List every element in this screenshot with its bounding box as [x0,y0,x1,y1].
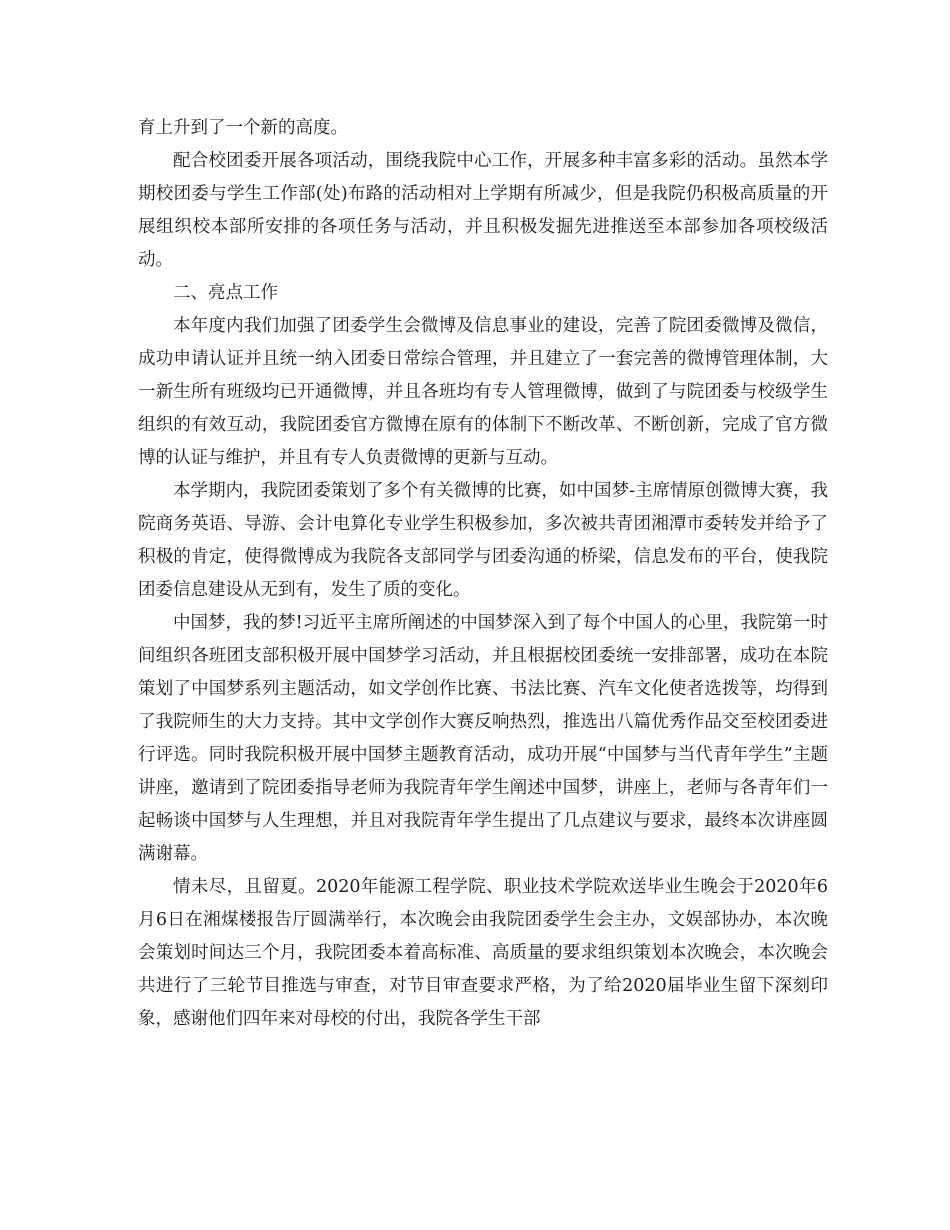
document-body [138,112,828,1036]
paragraph-graduation-party: 情未尽，且留夏。2020年能源工程学院、职业技术学院欢送毕业生晚会于2020年6月6日在湘煤楼报告厅圆满举行，本次晚会由我院团委学生会主办，文娱部协办，本次晚会策划时间达三个月，我院团委本着高标准、高质量的要求组织策划本次晚会，本次晚会共进行了三轮节目推选与审查，对节目审查要求严格，为了给2020届毕业生留下深刻印象，感谢他们四年来对母校的付出，我院各学生干部 [138,877,828,1029]
paragraph-continuation: 育上升到了一个新的高度。 [138,118,348,138]
paragraph-weibo-competition: 本学期内，我院团委策划了多个有关微博的比赛，如中国梦-主席情原创微博大赛，我院商务英语、导游、会计电算化专业学生积极参加，多次被共青团湘潭市委转发并给予了积极的肯定，使得微博成为我院各支部同学与团委沟通的桥梁，信息发布的平台，使我院团委信息建设从无到有，发生了质的变化。 [138,481,828,600]
paragraph-weibo-construction: 本年度内我们加强了团委学生会微博及信息事业的建设，完善了院团委微博及微信，成功申请认证并且统一纳入团委日常综合管理，并且建立了一套完善的微博管理体制，大一新生所有班级均已开通微博，并且各班均有专人管理微博，做到了与院团委与校级学生组织的有效互动，我院团委官方微博在原有的体制下不断改革、不断创新，完成了官方微博的认证与维护，并且有专人负责微博的更新与互动。 [138,316,828,468]
paragraph-chinese-dream: 中国梦，我的梦!习近平主席所阐述的中国梦深入到了每个中国人的心里，我院第一时间组织各班团支部积极开展中国梦学习活动，并且根据校团委统一安排部署，成功在本院策划了中国梦系列主题活动，如文学创作比赛、书法比赛、汽车文化使者选拨等，均得到了我院师生的大力支持。其中文学创作大赛反响热烈，推选出八篇优秀作品交至校团委进行评选。同时我院积极开展中国梦主题教育活动，成功开展“中国梦与当代青年学生”主题讲座，邀请到了院团委指导老师为我院青年学生阐述中国梦，讲座上，老师与各青年们一起畅谈中国梦与人生理想，并且对我院青年学生提出了几点建议与要求，最终本次讲座圆满谢幕。 [138,613,828,864]
section-heading: 二、亮点工作 [173,283,278,303]
paragraph-activities: 配合校团委开展各项活动，围绕我院中心工作，开展多种丰富多彩的活动。虽然本学期校团委与学生工作部(处)布路的活动相对上学期有所减少，但是我院仍积极高质量的开展组织校本部所安排的各项任务与活动，并且积极发掘先进推送至本部参加各项校级活动。 [138,151,828,270]
